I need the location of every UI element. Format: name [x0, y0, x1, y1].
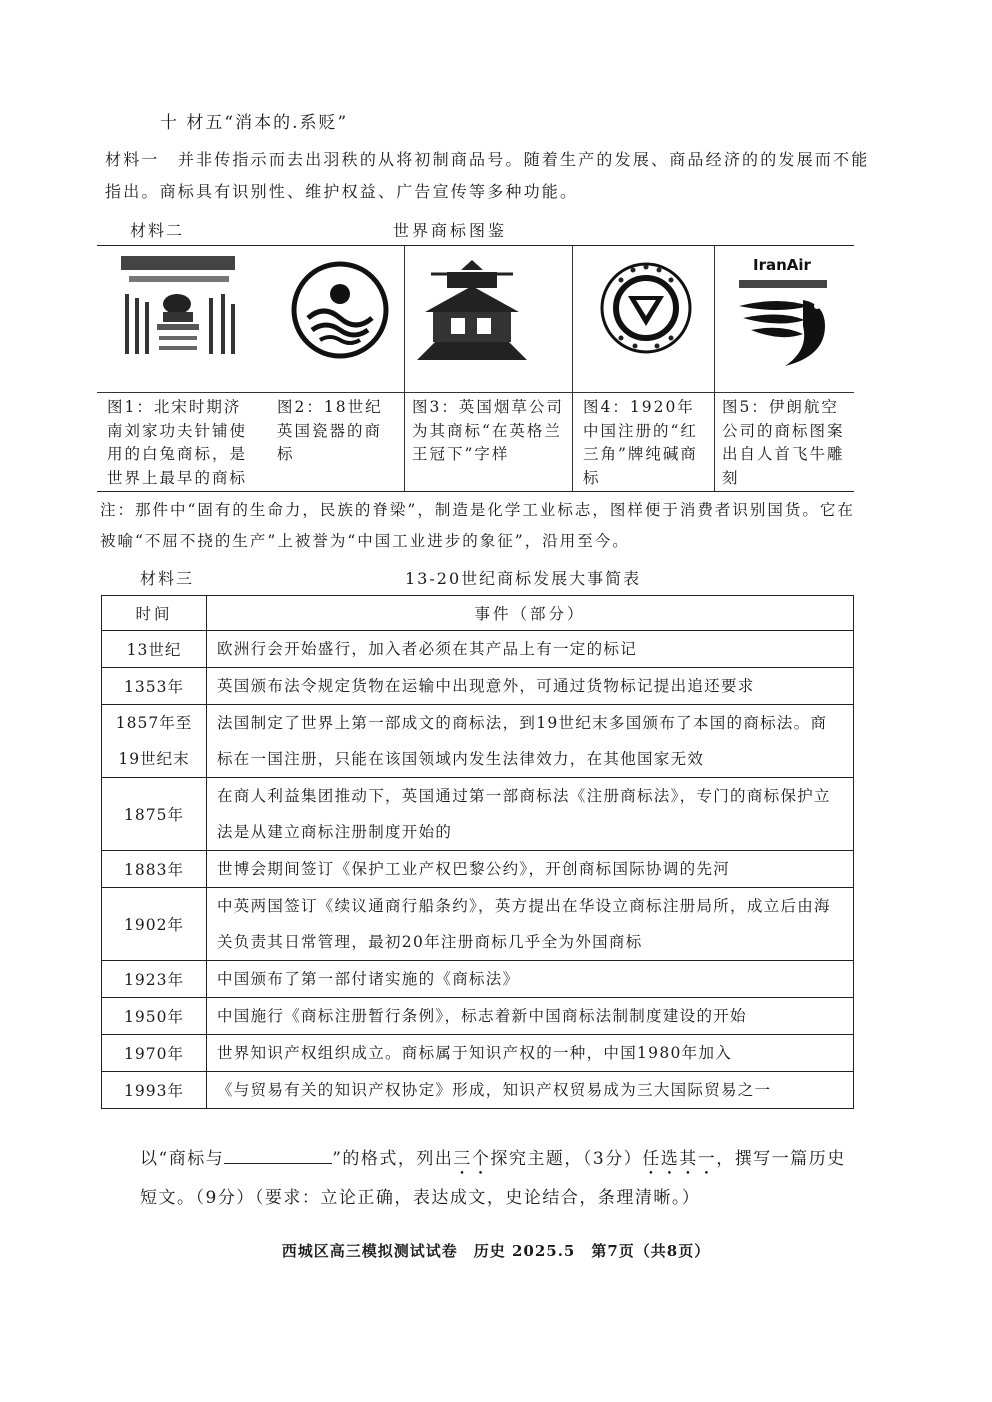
question-emphasis: 三个 — [453, 1149, 491, 1169]
porcelain-emblem-image — [290, 260, 390, 360]
events-table — [101, 595, 854, 1109]
figure-4-caption: 图4：1920年中国注册的“红三角”牌纯碱商标 — [583, 398, 698, 487]
figure-5-caption: 图5：伊朗航空公司的商标图案出自人首飞牛雕刻 — [722, 398, 845, 487]
row-time: 1902年 — [102, 888, 207, 961]
crown-emblem-image — [411, 256, 533, 368]
row-time: 1993年 — [102, 1072, 207, 1109]
question-text: ，撰写一篇历史短文。（9分）（要求：立论正确，表达成文，史论结合，条理清晰。） — [140, 1149, 846, 1208]
figure-3-caption: 图3：英国烟草公司为其商标“在英格兰王冠下”字样 — [412, 398, 564, 463]
row-time: 1970年 — [102, 1035, 207, 1072]
row-event: 中国施行《商标注册暂行条例》，标志着新中国商标法制制度建设的开始 — [207, 998, 854, 1035]
table-row — [102, 1035, 854, 1072]
question-text: 探究主题，（3分） — [490, 1149, 643, 1169]
material-three-label: 材料三 — [140, 569, 195, 588]
table-row — [102, 668, 854, 705]
essay-question — [140, 1140, 860, 1217]
header-time: 时间 — [102, 596, 207, 631]
table-row — [102, 851, 854, 888]
question-text: 以“商标与 — [140, 1149, 225, 1169]
material-one — [105, 144, 875, 208]
row-time: 1950年 — [102, 998, 207, 1035]
row-time: 1353年 — [102, 668, 207, 705]
row-event: 英国颁布法令规定货物在运输中出现意外，可通过货物标记提出追还要求 — [207, 668, 854, 705]
table-row — [102, 631, 854, 668]
table-row — [102, 888, 854, 961]
table-row — [102, 705, 854, 778]
trademark-gallery — [97, 245, 854, 492]
question-emphasis: 任选其一 — [642, 1149, 717, 1169]
section-heading: 十 材五“消本的.系贬” — [160, 113, 349, 133]
answer-blank[interactable] — [224, 1147, 332, 1164]
question-text: ”的格式，列出 — [332, 1149, 454, 1169]
table-row — [102, 778, 854, 851]
divider — [97, 392, 854, 393]
table-header-row — [102, 596, 854, 631]
homa-bird-image — [733, 276, 833, 372]
page-footer: 西城区高三模拟测试试卷 历史 2025.5 第7页（共8页） — [281, 1242, 711, 1260]
divider — [572, 246, 573, 491]
row-event: 世博会期间签订《保护工业产权巴黎公约》，开创商标国际协调的先河 — [207, 851, 854, 888]
material-one-text: 并非传指示而去出羽秩的从将初制商品号。随着生产的发展、商品经济的的发展而不能指出。商标具有识别性、维护权益、广告宣传等多种功能。 — [105, 150, 870, 201]
header-event: 事件（部分） — [207, 596, 854, 631]
table-row — [102, 998, 854, 1035]
material-three-title: 13-20世纪商标发展大事简表 — [405, 569, 642, 588]
row-event: 世界知识产权组织成立。商标属于知识产权的一种，中国1980年加入 — [207, 1035, 854, 1072]
divider — [404, 246, 405, 491]
material-two-label: 材料二 — [130, 221, 185, 240]
row-event: 法国制定了世界上第一部成文的商标法，到19世纪末多国颁布了本国的商标法。商标在一国注册，只能在该国领域内发生法律效力，在其他国家无效 — [207, 705, 854, 778]
red-triangle-emblem-image — [599, 258, 693, 358]
divider — [714, 246, 715, 491]
row-time: 1883年 — [102, 851, 207, 888]
row-time: 13世纪 — [102, 631, 207, 668]
material-two-title: 世界商标图鉴 — [393, 221, 508, 240]
row-event: 中国颁布了第一部付诸实施的《商标法》 — [207, 961, 854, 998]
row-event: 中英两国签订《续议通商行船条约》，英方提出在华设立商标注册局所，成立后由海关负责其日常管理，最初20年注册商标几乎全为外国商标 — [207, 888, 854, 961]
row-time: 1923年 — [102, 961, 207, 998]
row-time: 1875年 — [102, 778, 207, 851]
table-row — [102, 961, 854, 998]
iranair-wordmark: IranAir — [753, 256, 811, 274]
table-row — [102, 1072, 854, 1109]
figure-1-caption: 图1：北宋时期济南刘家功夫针铺使用的白兔商标，是世界上最早的商标 — [107, 398, 248, 487]
row-event: 在商人利益集团推动下，英国通过第一部商标法《注册商标法》，专门的商标保护立法是从建立商标注册制度开始的 — [207, 778, 854, 851]
row-event: 《与贸易有关的知识产权协定》形成，知识产权贸易成为三大国际贸易之一 — [207, 1072, 854, 1109]
row-time: 1857年至19世纪末 — [102, 705, 207, 778]
material-one-label: 材料一 — [105, 150, 160, 169]
figure-2-caption: 图2：18世纪英国瓷器的商标 — [277, 398, 383, 463]
material-two-note: 注：那件中“固有的生命力，民族的脊梁”，制造是化学工业标志，图样便于消费者识别国货。它在被喻“不屈不挠的生产”上被誉为“中国工业进步的象征”，沿用至今。 — [100, 501, 855, 550]
rabbit-trademark-image — [119, 254, 239, 372]
row-event: 欧洲行会开始盛行，加入者必须在其产品上有一定的标记 — [207, 631, 854, 668]
